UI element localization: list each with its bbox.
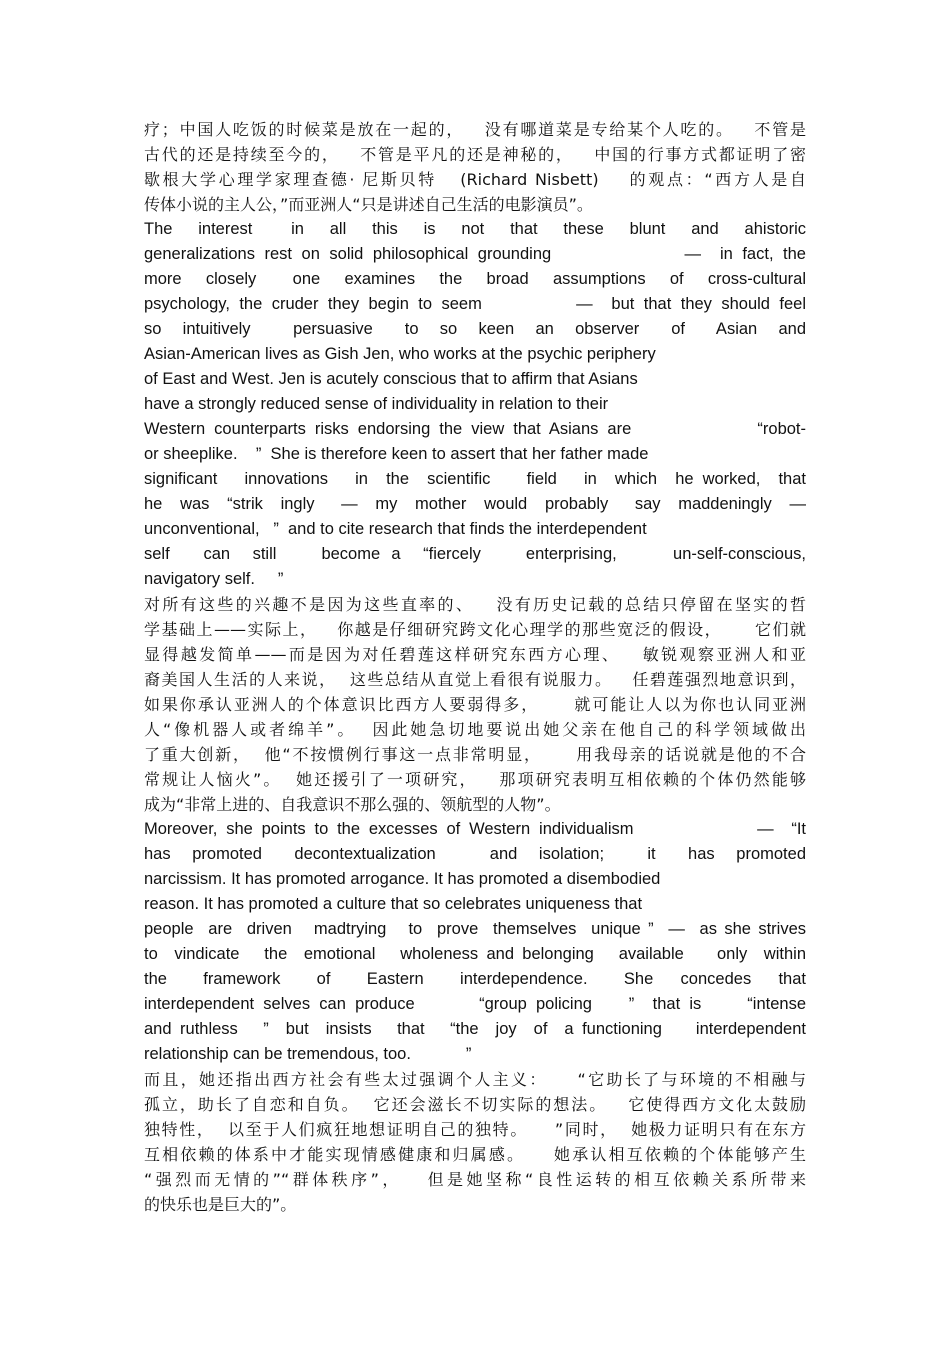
text-line: navigatory self. ”	[144, 570, 284, 588]
text-line: 显得越发简单——而是因为对任碧莲这样研究东西方心理、 敏锐观察亚洲人和亚	[144, 645, 806, 664]
text-line: so intuitively persuasive to so keen an observer of Asian and	[144, 320, 806, 338]
text-line: and ruthless ” but insists that “the joy of a functioning interdependent	[144, 1020, 806, 1038]
text-line: has promoted decontextualization and isolation; it has promoted	[144, 845, 806, 863]
text-line: interdependent selves can produce “group policing ” that is “intense	[144, 995, 806, 1013]
text-line: significant innovations in the scientific field in which he worked, that	[144, 470, 806, 488]
text-line: relationship can be tremendous, too. ”	[144, 1045, 472, 1063]
text-line: Moreover, she points to the excesses of Western individualism — “It	[144, 820, 806, 838]
document-body	[144, 117, 806, 1217]
text-line: 传体小说的主人公，”而亚洲人“只是讲述自己生活的电影演员”。	[144, 195, 593, 214]
text-line: psychology, the cruder they begin to seem — but that they should feel	[144, 295, 806, 313]
text-line: to vindicate the emotional wholeness and belonging available only within	[144, 945, 806, 963]
text-line: 互相依赖的体系中才能实现情感健康和归属感。 她承认相互依赖的个体能够产生	[144, 1145, 806, 1164]
text-line: he was “strik ingly — my mother would probably say maddeningly —	[144, 495, 806, 513]
text-line: 人“像机器人或者绵羊”。 因此她急切地要说出她父亲在他自己的科学领域做出	[144, 720, 806, 739]
text-line: 如果你承认亚洲人的个体意识比西方人要弱得多， 就可能让人以为你也认同亚洲	[144, 695, 806, 714]
text-line: 常规让人恼火”。 她还援引了一项研究， 那项研究表明互相依赖的个体仍然能够	[144, 770, 806, 789]
text-line: generalizations rest on solid philosophical grounding — in fact, the	[144, 245, 806, 263]
text-line: 了重大创新， 他“不按惯例行事这一点非常明显， 用我母亲的话说就是他的不合	[144, 745, 806, 764]
text-line: 而且，她还指出西方社会有些太过强调个人主义： “它助长了与环境的不相融与	[144, 1070, 806, 1089]
text-line: 学基础上——实际上， 你越是仔细研究跨文化心理学的那些宽泛的假设， 它们就	[144, 620, 806, 639]
text-line: self can still become a “fiercely enterprising, un-self-conscious,	[144, 545, 806, 563]
text-line: reason. It has promoted a culture that so celebrates uniqueness that	[144, 895, 643, 913]
text-line: 孤立，助长了自恋和自负。 它还会滋长不切实际的想法。 它使得西方文化太鼓励	[144, 1095, 806, 1114]
text-line: 独特性， 以至于人们疯狂地想证明自己的独特。 ”同时， 她极力证明只有在东方	[144, 1120, 806, 1139]
text-line: or sheeplike. ” She is therefore keen to assert that her father made	[144, 445, 649, 463]
text-line: people are driven madtrying to prove themselves unique ” — as she strives	[144, 920, 806, 938]
text-line: unconventional, ” and to cite research that finds the interdependent	[144, 520, 647, 538]
text-line: The interest in all this is not that these blunt and ahistoric	[144, 220, 806, 238]
text-line: 对所有这些的兴趣不是因为这些直率的、 没有历史记载的总结只停留在坚实的哲	[144, 595, 806, 614]
text-line: 疗；中国人吃饭的时候菜是放在一起的， 没有哪道菜是专给某个人吃的。 不管是	[144, 120, 806, 139]
text-line: 歇根大学心理学家理查德· 尼斯贝特 (Richard Nisbett) 的观点：“西方人是自	[144, 170, 806, 189]
text-line: of East and West. Jen is acutely conscious that to affirm that Asians	[144, 370, 638, 388]
text-line: more closely one examines the broad assumptions of cross-cultural	[144, 270, 806, 288]
text-line: narcissism. It has promoted arrogance. It has promoted a disembodied	[144, 870, 661, 888]
text-line: the framework of Eastern interdependence. She concedes that	[144, 970, 806, 988]
text-line: 的快乐也是巨大的”。	[144, 1195, 297, 1214]
text-line: 成为“非常上进的、自我意识不那么强的、领航型的人物”。	[144, 795, 561, 814]
text-line: have a strongly reduced sense of individuality in relation to their	[144, 395, 609, 413]
text-line: 古代的还是持续至今的， 不管是平凡的还是神秘的， 中国的行事方式都证明了密	[144, 145, 806, 164]
text-line: Western counterparts risks endorsing the view that Asians are “robot-	[144, 420, 806, 438]
text-line: 裔美国人生活的人来说， 这些总结从直觉上看很有说服力。 任碧莲强烈地意识到，	[144, 670, 806, 689]
text-line: Asian-American lives as Gish Jen, who works at the psychic periphery	[144, 345, 656, 363]
text-line: “强烈而无情的”“群体秩序”， 但是她坚称“良性运转的相互依赖关系所带来	[144, 1170, 806, 1189]
